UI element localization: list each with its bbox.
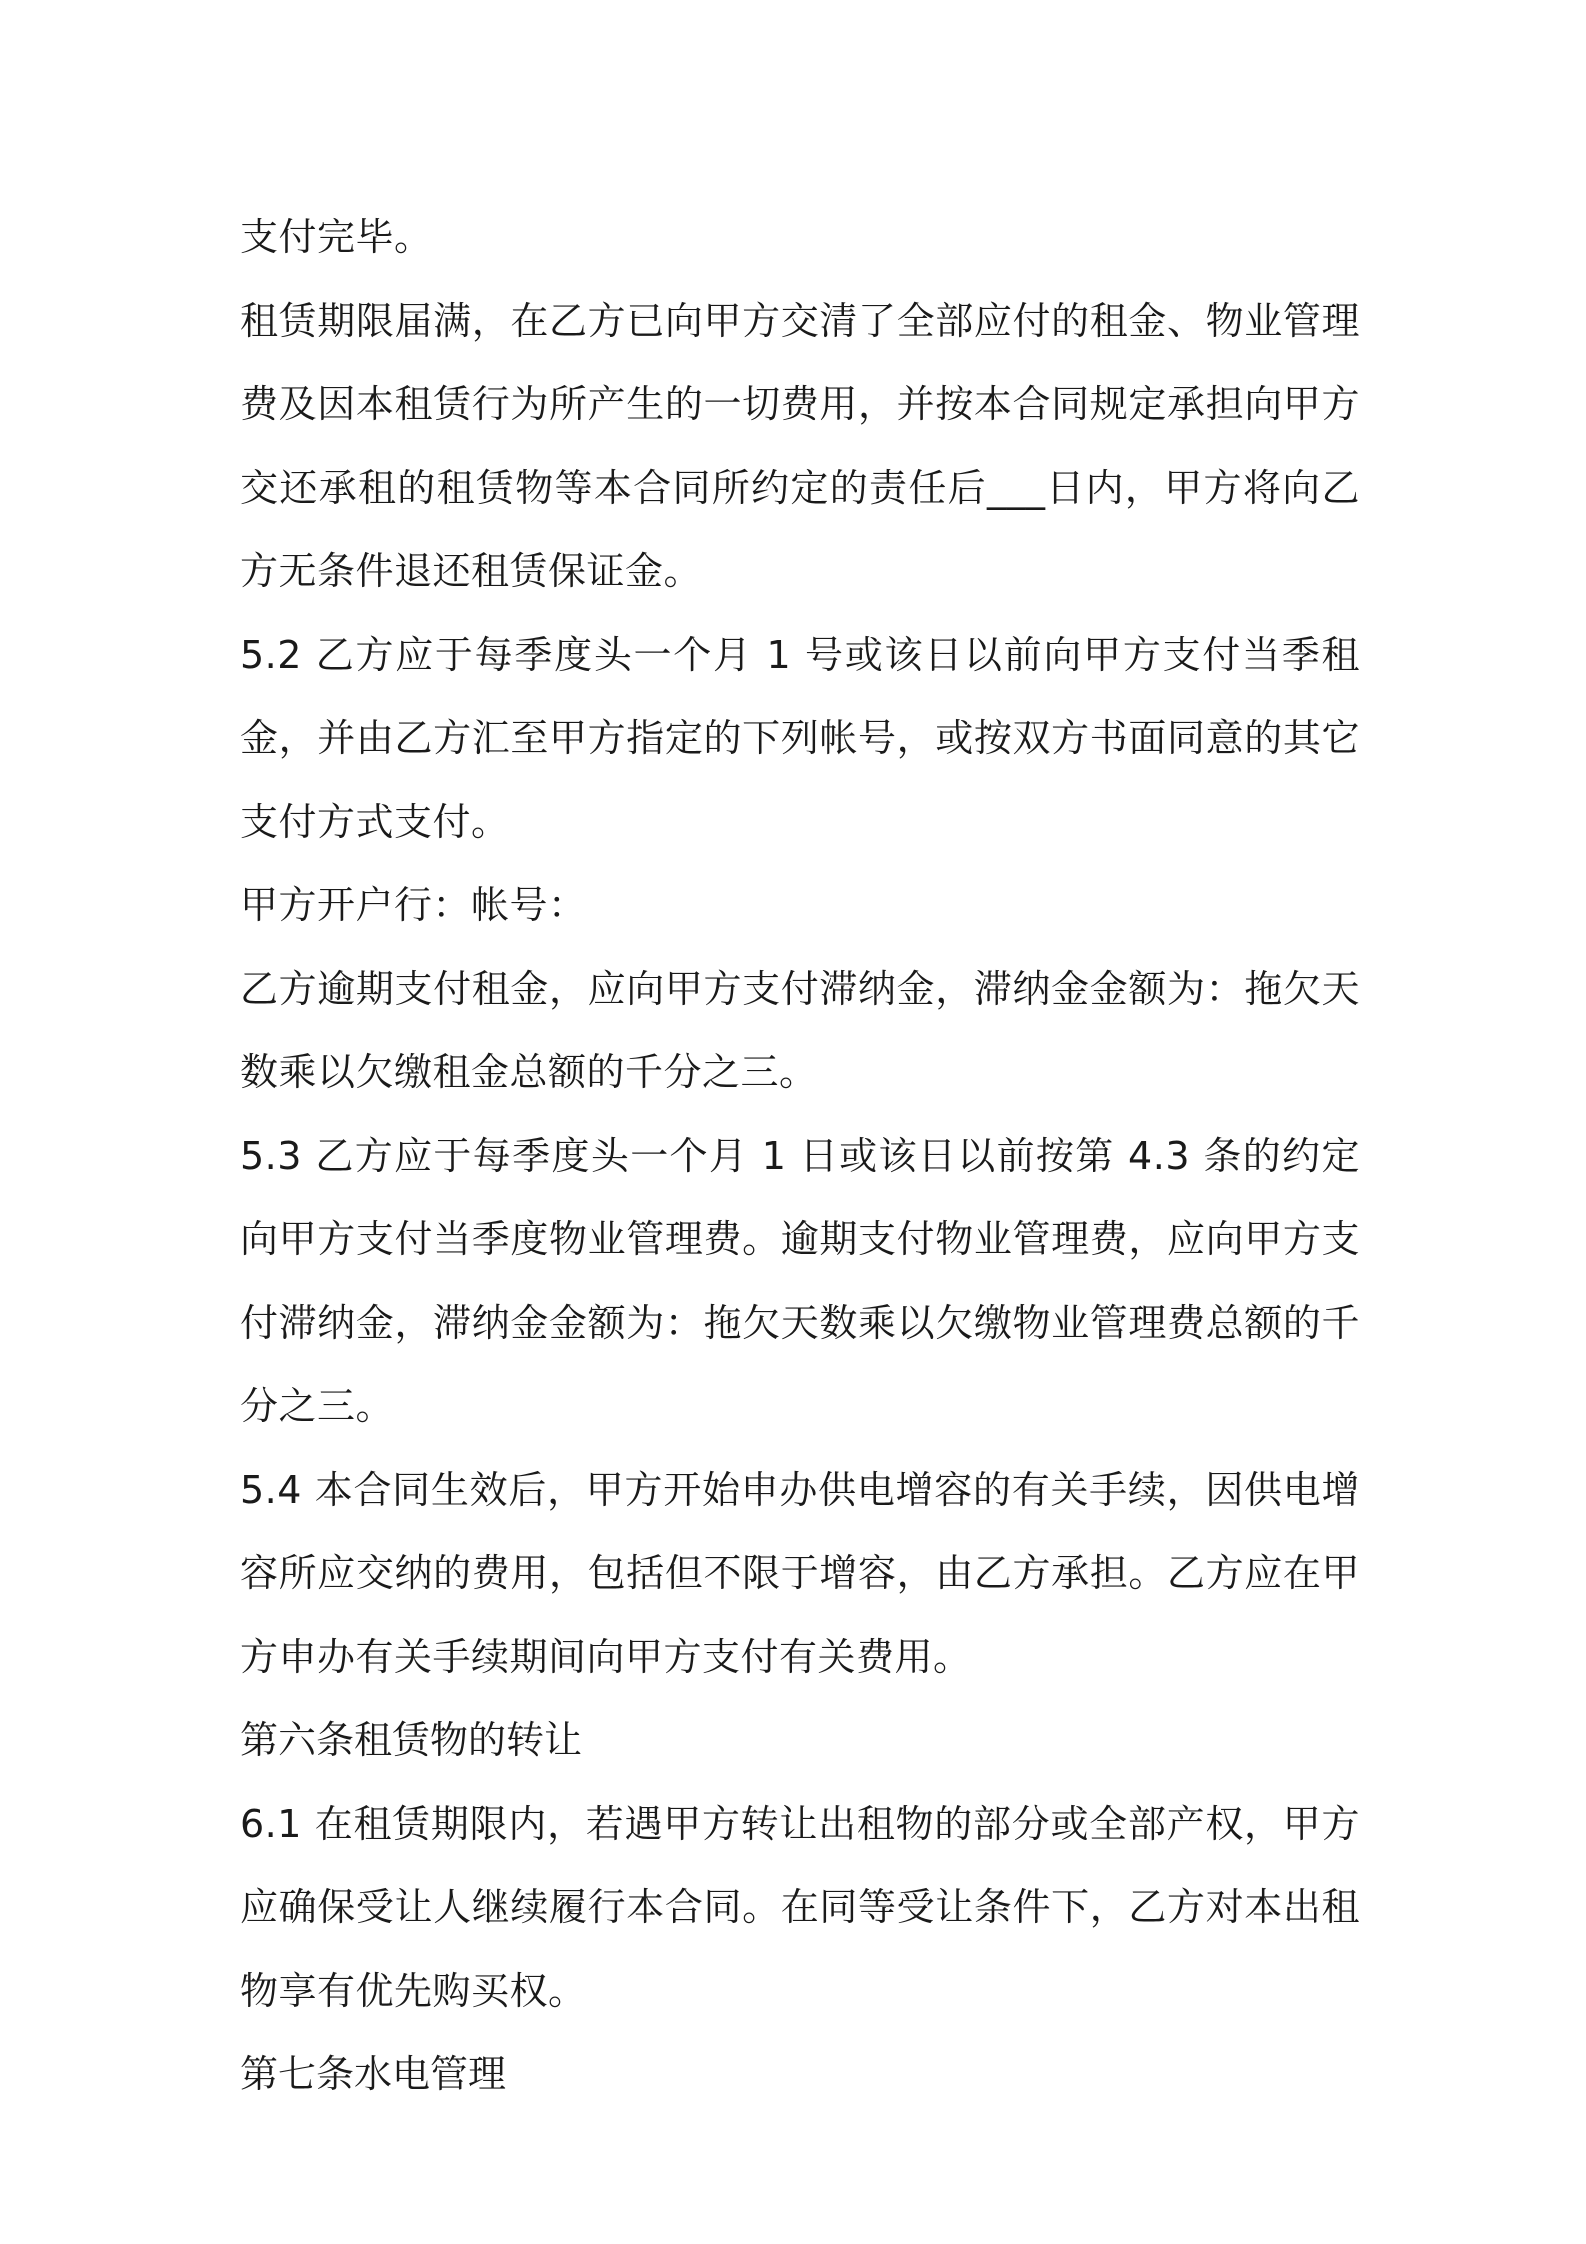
paragraph-clause-5-3: 5.3 乙方应于每季度头一个月 1 日或该日以前按第 4.3 条的约定向甲方支付当季度物业管理费。逾期支付物业管理费，应向甲方支付滞纳金，滞纳金金额为：拖欠天数乘以欠缴物业管理费总额的千分之三。: [240, 1133, 1360, 1428]
paragraph-bank-account: 甲方开户行：帐号：: [240, 883, 587, 927]
section-heading-article-7: 第七条水电管理: [240, 2052, 507, 2096]
paragraph-clause-5-4: 5.4 本合同生效后，甲方开始申办供电增容的有关手续，因供电增容所应交纳的费用，包括但不限于增容，由乙方承担。乙方应在甲方申办有关手续期间向甲方支付有关费用。: [240, 1467, 1360, 1679]
section-heading-article-6: 第六条租赁物的转让: [240, 1718, 583, 1762]
paragraph-deposit-refund: 租赁期限届满，在乙方已向甲方交清了全部应付的租金、物业管理费及因本租赁行为所产生的一切费用，并按本合同规定承担向甲方交还承租的租赁物等本合同所约定的责任后___日内，甲方将向乙方无条件退还租赁保证金。: [240, 298, 1360, 593]
paragraph-late-fee-rent: 乙方逾期支付租金，应向甲方支付滞纳金，滞纳金金额为：拖欠天数乘以欠缴租金总额的千分之三。: [240, 966, 1360, 1094]
paragraph-clause-5-2: 5.2 乙方应于每季度头一个月 1 号或该日以前向甲方支付当季租金，并由乙方汇至甲方指定的下列帐号，或按双方书面同意的其它支付方式支付。: [240, 632, 1360, 844]
document-body: [240, 196, 1360, 2117]
paragraph-payment-complete: 支付完毕。: [240, 215, 433, 259]
paragraph-clause-6-1: 6.1 在租赁期限内，若遇甲方转让出租物的部分或全部产权，甲方应确保受让人继续履行本合同。在同等受让条件下，乙方对本出租物享有优先购买权。: [240, 1801, 1360, 2013]
